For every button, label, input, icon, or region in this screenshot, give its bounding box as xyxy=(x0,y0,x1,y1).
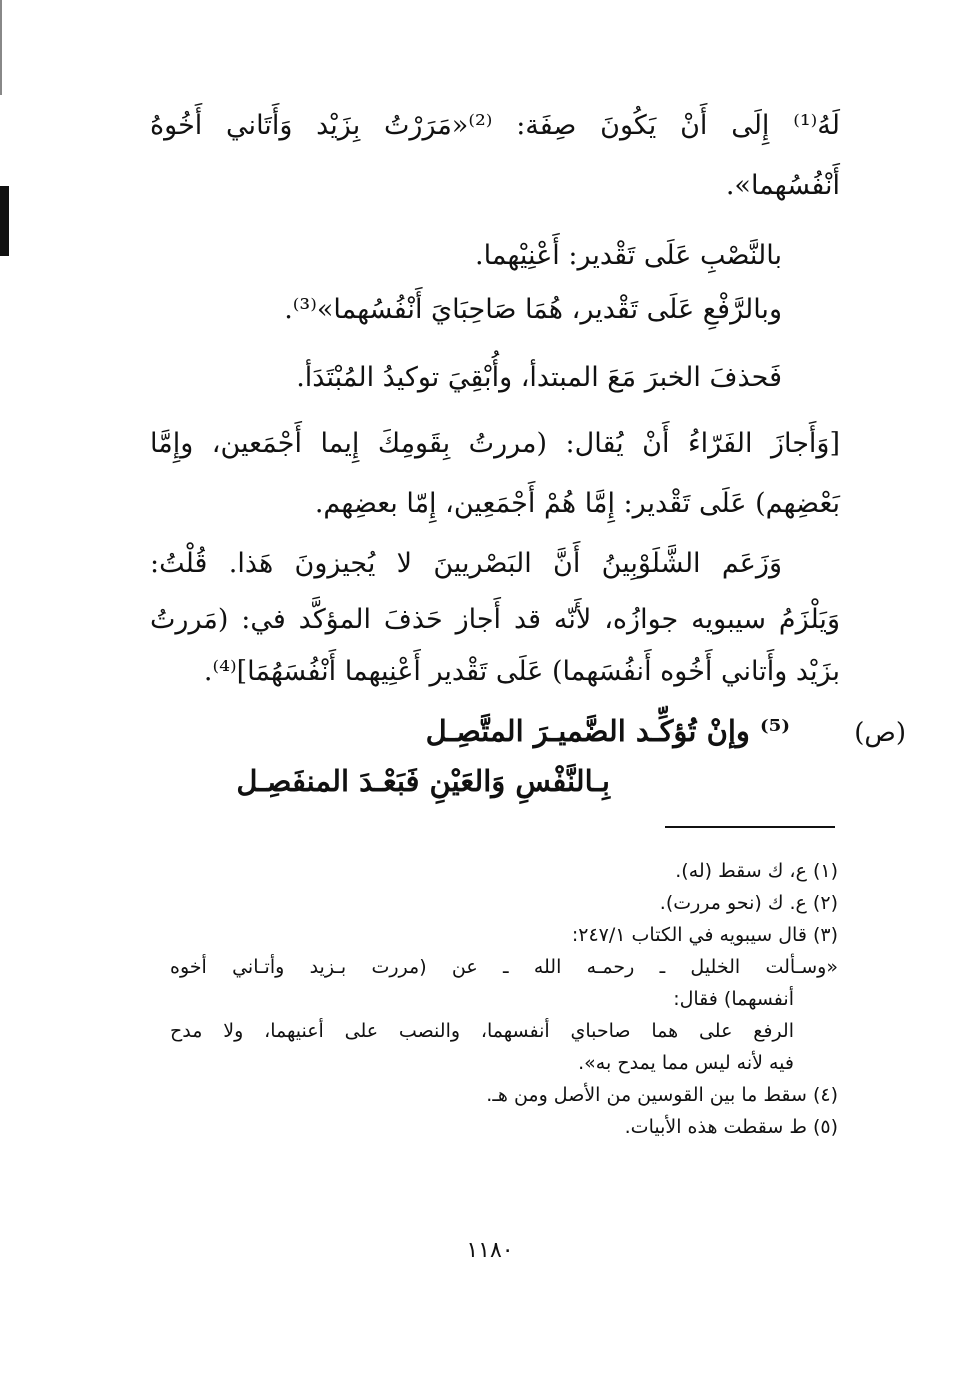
footnote-2: (٢) ع. ك (نحو مررت). xyxy=(659,892,838,914)
footnote-3-quote-4: فيه لأنه ليس مما يمدح به». xyxy=(578,1052,794,1074)
text-line-8: وَزَعَم الشَّلَوْبِينُ أَنَّ البَصْريينَ لا يُجيزونَ هَذا. قُلْتُ: xyxy=(150,548,782,579)
text-line-7: بَعْضِهم) عَلَى تَقْدير: إِمَّا هُمْ أَجْمَعِين، إِمّا بعضِهم. xyxy=(314,488,840,519)
footnote-3-quote-2: أنفسهما) فقال: xyxy=(673,988,794,1010)
footnote-1: (١) ع، ك سقط (له). xyxy=(675,860,838,882)
footnote-5: (٥) ط سقطت هذه الأبيات. xyxy=(624,1116,838,1138)
footnote-4: (٤) سقط ما بين القوسين من الأصل ومن هـ. xyxy=(486,1084,838,1106)
main-text xyxy=(150,96,906,820)
text-line-10: بزَيْد وأَتاني أَخُوه أَنفُسَهما) عَلَى تَقْدير أَعْنِيهما أَنْفُسَهُمَا]⁽⁴⁾. xyxy=(203,656,840,687)
verse-line-2 xyxy=(150,764,840,820)
text-line-2: أَنْفُسُهما». xyxy=(725,170,840,201)
footnote-3-quote-3: الرفع على هما صاحباي أنفسهما، والنصب على أعنيهما، ولا مدح xyxy=(170,1020,794,1042)
scan-binding-mark xyxy=(0,186,9,256)
page-number: ١١٨٠ xyxy=(466,1238,514,1263)
text-line-9: وَيَلْزَمُ سيبويه جوازُه، لأَنّه قد أَجاز حَذفَ المؤكَّد في: (مَررتُ xyxy=(150,604,840,635)
text-line-1: لَهُ⁽¹⁾ إِلَى أَنْ يَكُونَ صِفَة: ⁽²⁾«مَرَرْتُ بِزَيْد وَأَتَاني أَخُوهُ xyxy=(150,110,840,141)
footnote-3: (٣) قال سيبويه في الكتاب ٢٤٧/١: xyxy=(571,924,838,946)
text-line-6: [وَأَجازَ الفَرّاءُ أَنْ يُقال: (مررتُ بِقَومِكَ إِيما أَجْمَعين، وإِمَّا xyxy=(150,428,840,459)
scan-edge-line xyxy=(0,0,2,95)
footnotes xyxy=(170,855,838,1143)
verse-text-1: ⁽⁵⁾ وإنْ تُؤكِّـد الضَّميـرَ المتَّصِـل xyxy=(425,714,790,748)
text-line-5: فَحذفَ الخبرَ مَعَ المبتدأ، وأُبْقِيَ توكيدُ المُبْتَدَأ. xyxy=(296,362,782,393)
verse-tag: (ص) xyxy=(854,718,906,748)
text-line-4: وبالرَّفْعِ عَلَى تَقْدير، هُمَا صَاحِبَايَ أَنْفُسُهما»⁽³⁾. xyxy=(284,294,782,325)
text-line-3: بالنَّصْبِ عَلَى تَقْدير: أَعْنِيْهما. xyxy=(475,240,782,271)
footnote-3-quote-1: «وسـألت الخليل ـ رحمـه الله ـ عن (مررت بـزيد وأتـاني أخوه xyxy=(170,956,838,978)
footnote-divider xyxy=(665,826,835,828)
verse-text-2: بِـالنَّفْسِ وَالعَيْنِ فَبَعْـدَ المنفَصِـل xyxy=(236,764,610,798)
verse-line-1 xyxy=(150,708,906,764)
